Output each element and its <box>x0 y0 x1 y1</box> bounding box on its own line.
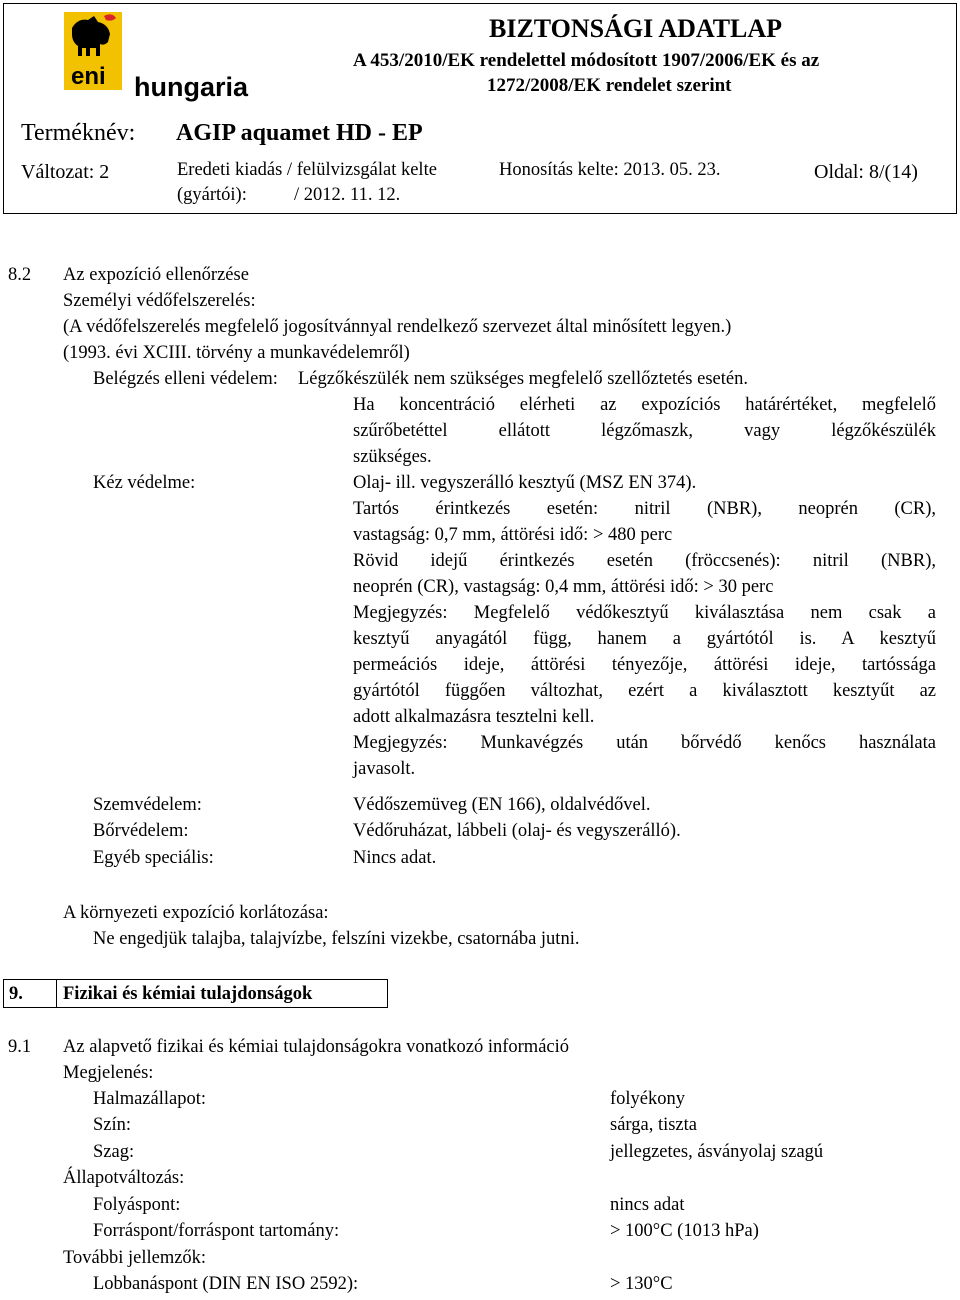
hand-line: Megjegyzés: Megfelelő védőkesztyű kiválasztása nem csak a <box>353 603 936 623</box>
pour-point-label: Folyáspont: <box>93 1195 181 1215</box>
hand-protection-label: Kéz védelme: <box>93 473 196 493</box>
section-title-9: Fizikai és kémiai tulajdonságok <box>63 984 313 1004</box>
hand-line: Olaj- ill. vegyszerálló kesztyű (MSZ EN 374). <box>353 473 697 493</box>
physical-state-label: Halmazállapot: <box>93 1089 207 1109</box>
section-number-9: 9. <box>9 984 23 1004</box>
eni-logo <box>64 12 264 107</box>
document-title: BIZTONSÁGI ADATLAP <box>489 14 783 43</box>
section-title-9-1: Az alapvető fizikai és kémiai tulajdonságokra vonatkozó információ <box>63 1037 570 1057</box>
respiratory-line-1: Légzőkészülék nem szükséges megfelelő szellőztetés esetén. <box>298 369 748 389</box>
hand-line: permeációs ideje, áttörési tényezője, áttörési ideje, tartóssága <box>353 655 936 675</box>
respiratory-line-3: szűrőbetéttel ellátott légzőmaszk, vagy légzőkészülék <box>353 421 936 441</box>
color-label: Szín: <box>93 1115 132 1135</box>
product-label: Terméknév: <box>21 120 136 146</box>
environmental-exposure-label: A környezeti expozíció korlátozása: <box>63 903 329 923</box>
other-special-label: Egyéb speciális: <box>93 848 214 868</box>
section-title-8-2: Az expozíció ellenőrzése <box>63 265 249 285</box>
protection-note-1: (A védőfelszerelés megfelelő jogosítvánnyal rendelkező szervezet által minősített legyen.) <box>63 317 732 337</box>
document-subtitle-line1: A 453/2010/EK rendelettel módosított 1907/2006/EK és az <box>353 50 820 71</box>
hand-line: gyártótól függően változhat, ezért a kiválasztott kesztyűt az <box>353 681 936 701</box>
hand-line: Megjegyzés: Munkavégzés után bőrvédő kenőcs használata <box>353 733 936 753</box>
eye-protection-value: Védőszemüveg (EN 166), oldalvédővel. <box>353 795 651 815</box>
eye-protection-label: Szemvédelem: <box>93 795 202 815</box>
odor-value: jellegzetes, ásványolaj szagú <box>610 1142 824 1162</box>
odor-label: Szag: <box>93 1142 135 1162</box>
version-label: Változat: 2 <box>21 161 110 183</box>
hand-line: javasolt. <box>353 759 416 779</box>
hand-line: neoprén (CR), vastagság: 0,4 mm, áttörési idő: > 30 perc <box>353 577 774 597</box>
respiratory-block <box>353 392 936 470</box>
flash-point-value: > 130°C <box>610 1274 673 1294</box>
section-9-header <box>3 979 388 1008</box>
hand-line: kesztyű anyagától függ, hanem a gyártótól is. A kesztyű <box>353 629 936 649</box>
hand-line: adott alkalmazásra tesztelni kell. <box>353 707 595 727</box>
state-change-heading: Állapotváltozás: <box>63 1168 185 1188</box>
original-issue-label-2: (gyártói): <box>177 185 247 205</box>
hand-line: Rövid idejű érintkezés esetén (fröccsenés): nitril (NBR), <box>353 551 936 571</box>
hand-line: vastagság: 0,7 mm, áttörési idő: > 480 perc <box>353 525 673 545</box>
section-number-8-2: 8.2 <box>8 265 32 285</box>
hand-line: Tartós érintkezés esetén: nitril (NBR), neoprén (CR), <box>353 499 936 519</box>
document-subtitle-line2: 1272/2008/EK rendelet szerint <box>487 75 732 96</box>
color-value: sárga, tiszta <box>610 1115 697 1135</box>
respiratory-line-2: Ha koncentráció elérheti az expozíciós határértéket, megfelelő <box>353 395 936 415</box>
respiratory-label: Belégzés elleni védelem: <box>93 369 278 389</box>
environmental-exposure-value: Ne engedjük talajba, talajvízbe, felszíni vizekbe, csatornába jutni. <box>93 929 580 949</box>
boiling-point-label: Forráspont/forráspont tartomány: <box>93 1221 340 1241</box>
further-properties-heading: További jellemzők: <box>63 1248 207 1268</box>
personal-protection-heading: Személyi védőfelszerelés: <box>63 291 256 311</box>
respiratory-line-4: szükséges. <box>353 447 432 467</box>
appearance-heading: Megjelenés: <box>63 1063 154 1083</box>
localization-date: Honosítás kelte: 2013. 05. 23. <box>499 160 721 180</box>
boiling-point-value: > 100°C (1013 hPa) <box>610 1221 759 1241</box>
flash-point-label: Lobbanáspont (DIN EN ISO 2592): <box>93 1274 359 1294</box>
original-issue-label: Eredeti kiadás / felülvizsgálat kelte <box>177 160 437 180</box>
section-number-9-1: 9.1 <box>8 1037 32 1057</box>
protection-note-2: (1993. évi XCIII. törvény a munkavédelemről) <box>63 343 410 363</box>
document-header <box>3 3 957 214</box>
logo-wordmark-hungaria: hungaria <box>134 72 249 102</box>
pour-point-value: nincs adat <box>610 1195 685 1215</box>
page-number: Oldal: 8/(14) <box>814 161 918 183</box>
physical-state-value: folyékony <box>610 1089 686 1109</box>
section-9-divider <box>56 980 57 1007</box>
skin-protection-value: Védőruházat, lábbeli (olaj- és vegyszerálló). <box>353 821 681 841</box>
logo-wordmark-eni: eni <box>71 63 106 90</box>
product-name: AGIP aquamet HD - EP <box>176 120 423 146</box>
hand-protection-block <box>353 470 936 782</box>
original-issue-date: / 2012. 11. 12. <box>294 185 401 205</box>
other-special-value: Nincs adat. <box>353 848 437 868</box>
skin-protection-label: Bőrvédelem: <box>93 821 189 841</box>
